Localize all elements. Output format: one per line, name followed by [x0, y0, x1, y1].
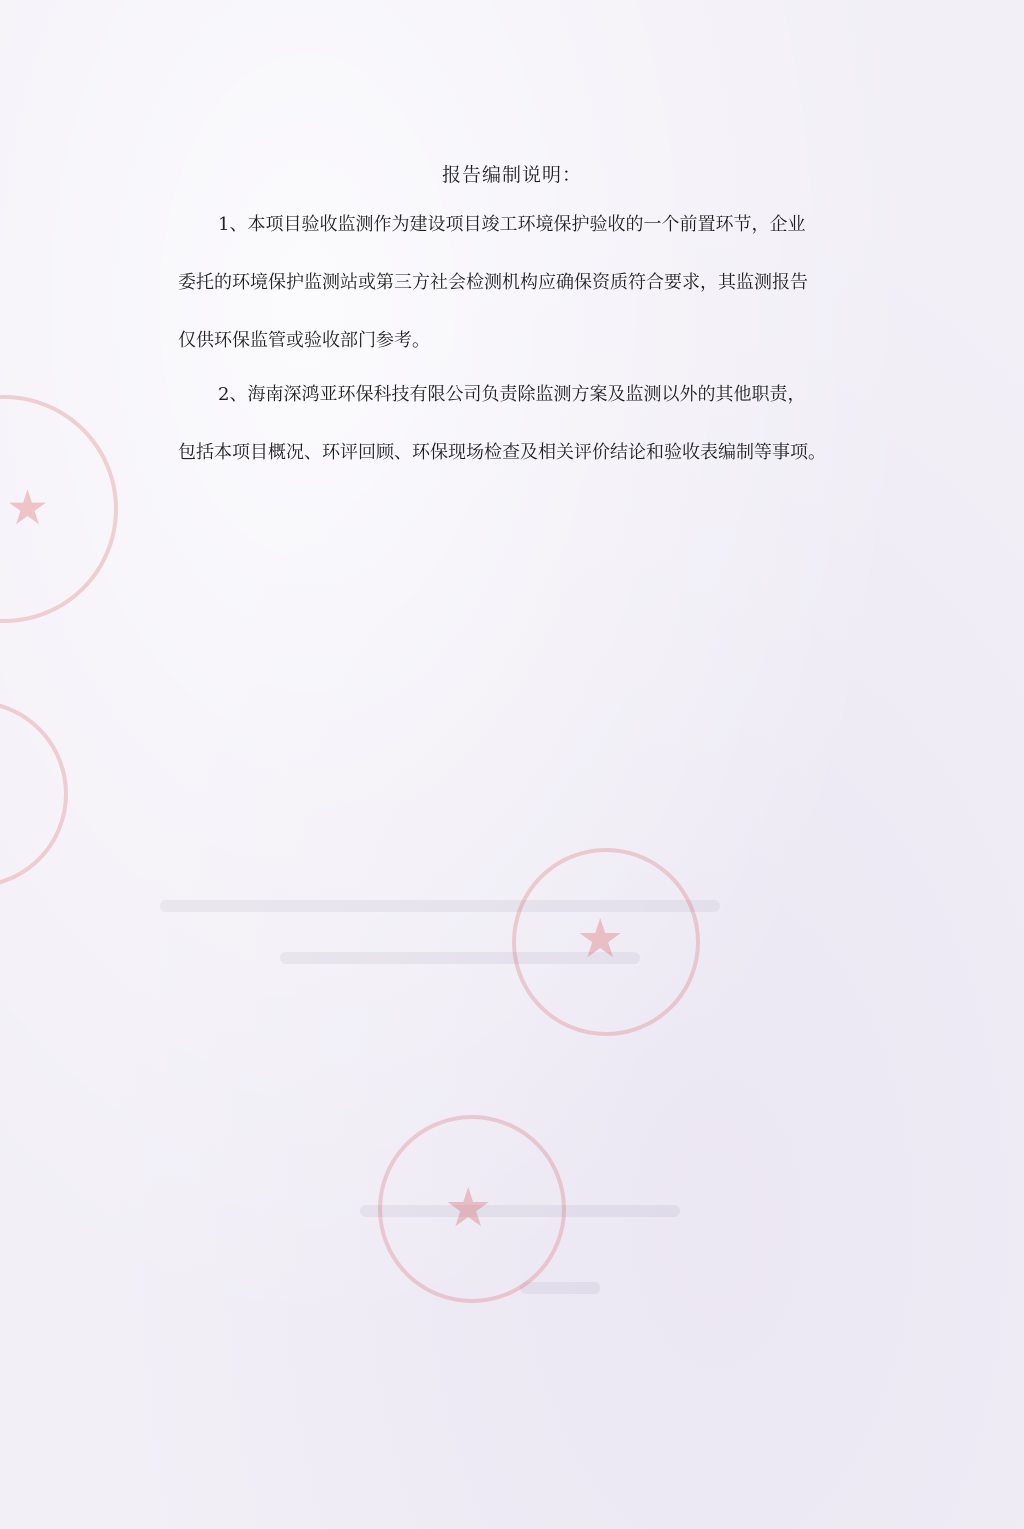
seal-stamp	[378, 1115, 566, 1303]
paragraph-line: 1、本项目验收监测作为建设项目竣工环境保护验收的一个前置环节，企业	[218, 214, 806, 235]
paragraph-line: 2、海南深鸿亚环保科技有限公司负责除监测方案及监测以外的其他职责，	[218, 384, 806, 405]
paragraph-1	[178, 196, 934, 370]
star-icon: ★	[576, 907, 625, 970]
paragraph-line: 委托的环境保护监测站或第三方社会检测机构应确保资质符合要求，其监测报告	[178, 272, 808, 293]
paragraph-2	[178, 366, 934, 482]
seal-stamp	[512, 848, 700, 1036]
paragraph-line: 仅供环保监管或验收部门参考。	[178, 330, 430, 351]
show-through-line	[520, 1282, 600, 1294]
seal-stamp	[0, 700, 68, 888]
seal-stamp	[0, 395, 118, 623]
page-heading: 报告编制说明：	[441, 164, 582, 186]
paragraph-line: 包括本项目概况、环评回顾、环保现场检查及相关评价结论和验收表编制等事项。	[178, 442, 826, 463]
star-icon: ★	[444, 1176, 493, 1239]
star-icon: ★	[6, 480, 50, 536]
